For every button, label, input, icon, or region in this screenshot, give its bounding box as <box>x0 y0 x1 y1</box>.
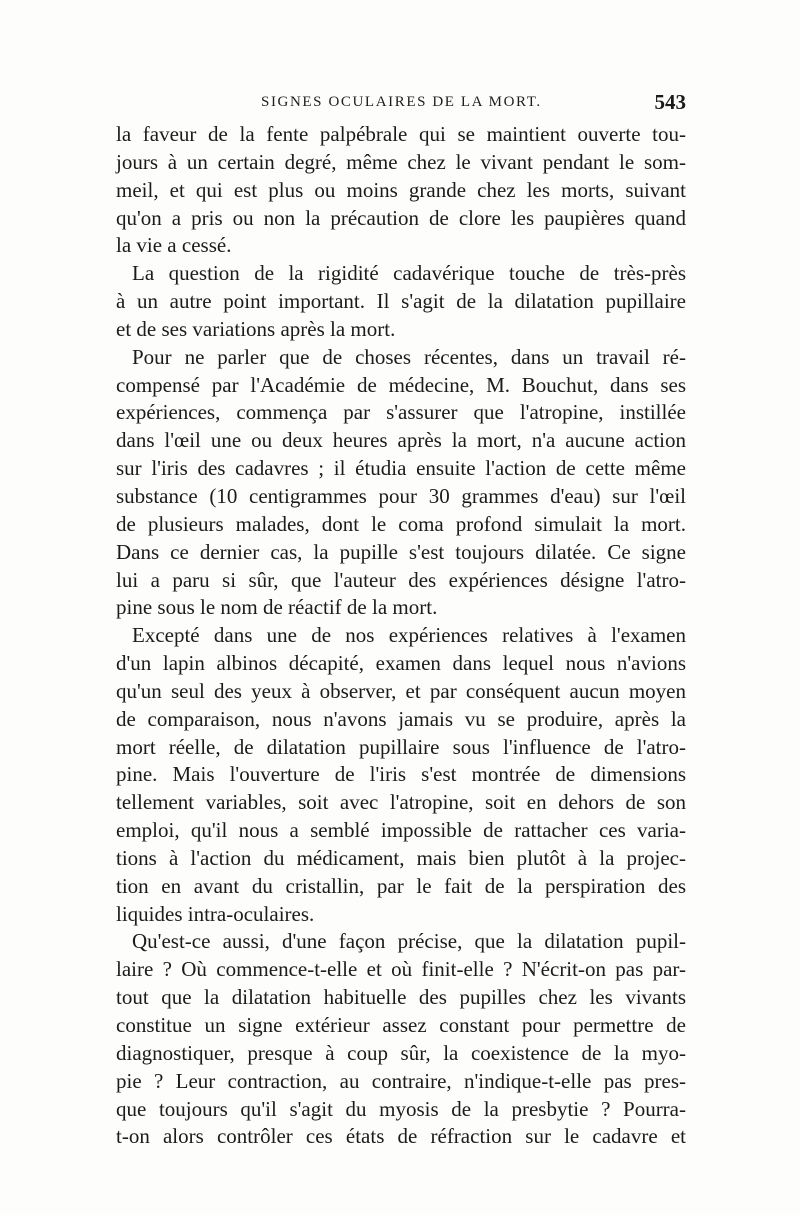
text-line: Excepté dans une de nos expériences relatives à l'examen <box>132 623 686 648</box>
text-line: la faveur de la fente palpébrale qui se maintient ouverte tou- <box>116 122 686 146</box>
text-line: dans l'œil une ou deux heures après la mort, n'a aucune action <box>116 428 686 453</box>
text-line: Qu'est-ce aussi, d'une façon précise, que la dilatation pupil- <box>132 929 686 954</box>
text-line: laire ? Où commence-t-elle et où finit-elle ? N'écrit-on pas par- <box>116 957 686 982</box>
text-line: Dans ce dernier cas, la pupille s'est toujours dilatée. Ce signe <box>116 539 686 564</box>
text-line: que toujours qu'il s'agit du myosis de la presbytie ? Pourra- <box>116 1096 686 1121</box>
text-line: à un autre point important. Il s'agit de la dilatation pupillaire <box>116 289 686 314</box>
running-head: SIGNES OCULAIRES DE LA MORT. <box>261 94 542 110</box>
text-line: de plusieurs malades, dont le coma profond simulait la mort. <box>116 511 686 536</box>
text-line: liquides intra-oculaires. <box>116 901 315 926</box>
text-line: La question de la rigidité cadavérique touche de très-près <box>132 261 686 286</box>
page-number: 543 <box>654 90 686 114</box>
text-line: Pour ne parler que de choses récentes, dans un travail ré- <box>132 344 686 369</box>
text-line: sur l'iris des cadavres ; il étudia ensuite l'action de cette même <box>116 456 686 481</box>
text-line: tellement variables, soit avec l'atropine, soit en dehors de son <box>116 790 686 815</box>
text-line: pine. Mais l'ouverture de l'iris s'est montrée de dimensions <box>116 762 686 787</box>
text-line: jours à un certain degré, même chez le vivant pendant le som- <box>116 149 686 174</box>
text-line: tion en avant du cristallin, par le fait de la perspiration des <box>116 873 686 898</box>
text-line: de comparaison, nous n'avons jamais vu se produire, après la <box>116 706 686 731</box>
text-line: compensé par l'Académie de médecine, M. Bouchut, dans ses <box>116 372 686 397</box>
text-line: et de ses variations après la mort. <box>116 316 396 341</box>
page-header <box>116 92 686 122</box>
text-line: substance (10 centigrammes pour 30 grammes d'eau) sur l'œil <box>116 483 686 508</box>
text-line: expériences, commença par s'assurer que l'atropine, instillée <box>116 400 686 425</box>
text-line: d'un lapin albinos décapité, examen dans lequel nous n'avions <box>116 651 686 676</box>
text-line: lui a paru si sûr, que l'auteur des expériences désigne l'atro- <box>116 567 686 592</box>
text-line: diagnostiquer, presque à coup sûr, la coexistence de la myo- <box>116 1040 686 1065</box>
text-line: pine sous le nom de réactif de la mort. <box>116 595 438 620</box>
text-line: la vie a cessé. <box>116 233 232 258</box>
text-line: meil, et qui est plus ou moins grande chez les morts, suivant <box>116 177 686 202</box>
text-line: t-on alors contrôler ces états de réfraction sur le cadavre et <box>116 1124 686 1149</box>
text-line: qu'on a pris ou non la précaution de clore les paupières quand <box>116 205 686 230</box>
text-line: mort réelle, de dilatation pupillaire sous l'influence de l'atro- <box>116 734 686 759</box>
text-line: tions à l'action du médicament, mais bien plutôt à la projec- <box>116 845 686 870</box>
text-line: tout que la dilatation habituelle des pupilles chez les vivants <box>116 985 686 1010</box>
text-line: emploi, qu'il nous a semblé impossible de rattacher ces varia- <box>116 818 686 843</box>
body-text <box>116 121 686 1151</box>
text-line: pie ? Leur contraction, au contraire, n'indique-t-elle pas pres- <box>116 1068 686 1093</box>
text-line: qu'un seul des yeux à observer, et par conséquent aucun moyen <box>116 678 686 703</box>
text-line: constitue un signe extérieur assez constant pour permettre de <box>116 1013 686 1037</box>
